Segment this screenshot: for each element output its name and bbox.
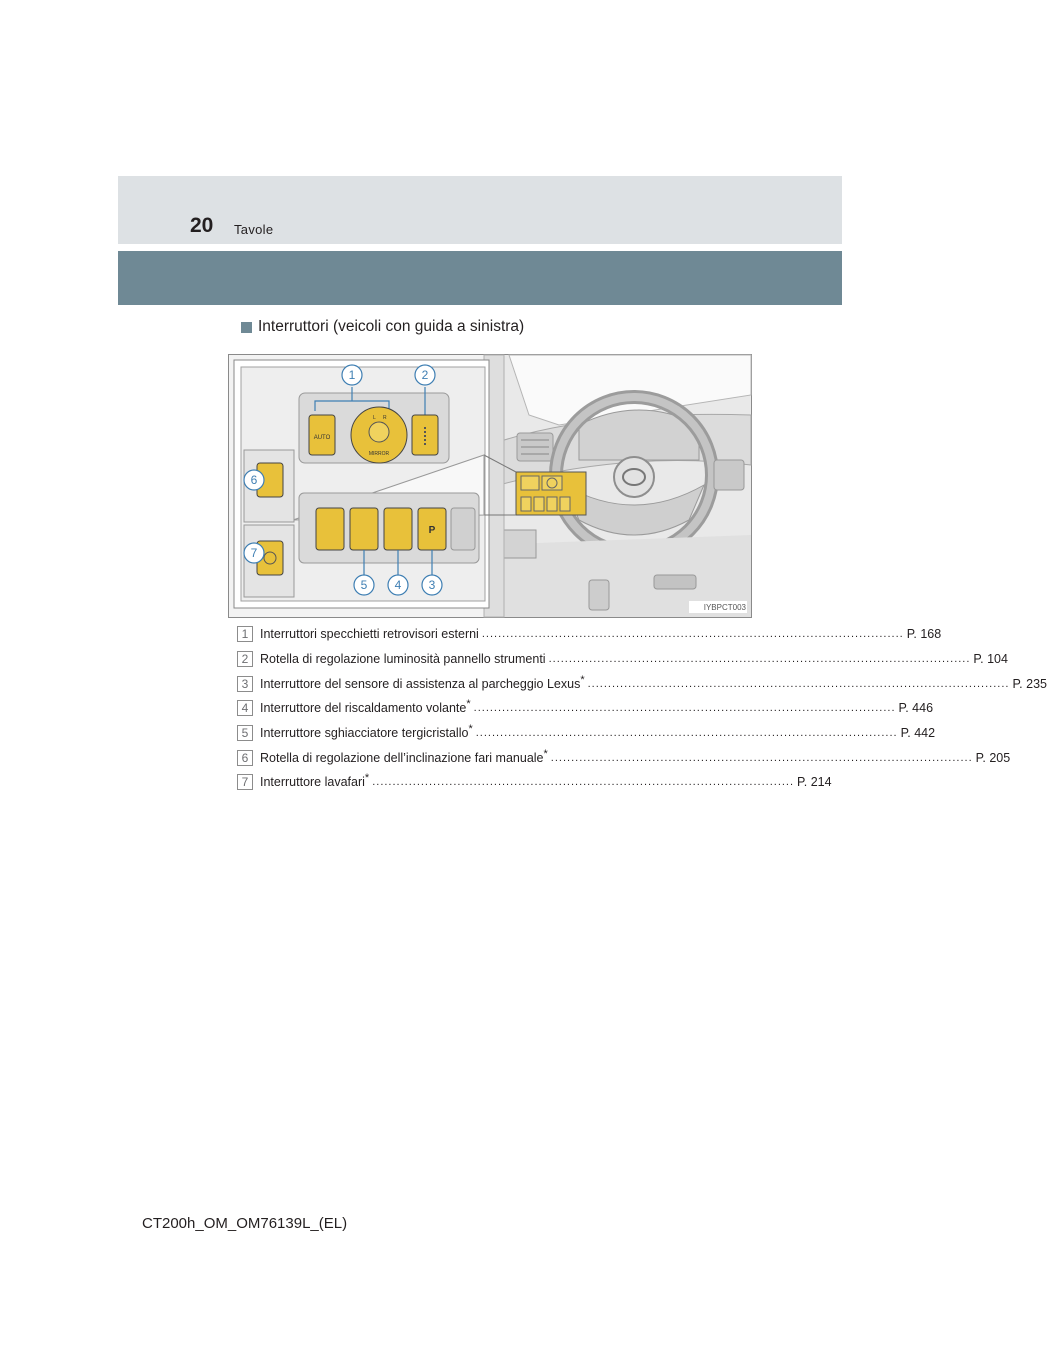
r-label: R <box>383 415 387 421</box>
leader-dots: ........................................................................................................ <box>473 702 896 715</box>
svg-text:6: 6 <box>250 473 258 487</box>
page-number: 20 <box>190 214 214 237</box>
svg-text:4: 4 <box>394 578 402 592</box>
list-item <box>237 671 1047 696</box>
page-reference[interactable]: P. 446 <box>898 701 934 716</box>
legend-number: 7 <box>237 774 253 790</box>
l-label: L <box>373 415 376 421</box>
legend-number: 1 <box>237 626 253 642</box>
svg-text:2: 2 <box>421 368 429 382</box>
footer-code: CT200h_OM_OM76139L_(EL) <box>142 1215 348 1232</box>
figure-code: IYBPCT003 <box>703 603 746 612</box>
auto-label: AUTO <box>313 435 331 441</box>
mirror-label: MIRROR <box>368 451 390 457</box>
legend-number: 3 <box>237 676 253 692</box>
square-bullet-icon <box>241 322 252 333</box>
callout-5 <box>354 575 374 595</box>
list-item <box>237 770 832 795</box>
svg-text:7: 7 <box>250 546 258 560</box>
svg-text:5: 5 <box>360 578 368 592</box>
subheading <box>241 318 524 336</box>
legend-text: Interruttore lavafari* <box>260 772 370 790</box>
page-reference[interactable]: P. 442 <box>900 726 936 741</box>
leader-dots: ........................................................................................................ <box>481 628 904 641</box>
page-reference[interactable]: P. 235 <box>1012 676 1047 691</box>
callout-2 <box>415 365 435 385</box>
illustration-svg <box>229 355 751 617</box>
page-reference[interactable]: P. 205 <box>975 750 1011 765</box>
list-item <box>237 622 942 647</box>
legend-list <box>237 622 1047 795</box>
svg-text:3: 3 <box>428 578 436 592</box>
list-item <box>237 696 934 721</box>
callout-4 <box>388 575 408 595</box>
leader-dots: ........................................................................................................ <box>372 776 795 789</box>
leader-dots: ........................................................................................................ <box>587 677 1010 690</box>
list-item <box>237 745 1011 770</box>
legend-number: 4 <box>237 700 253 716</box>
callout-7 <box>244 543 264 563</box>
callout-1 <box>342 365 362 385</box>
park-label: P <box>428 525 436 536</box>
callout-3 <box>422 575 442 595</box>
leader-dots: ........................................................................................................ <box>550 751 973 764</box>
leader-dots: ........................................................................................................ <box>475 727 898 740</box>
switches-illustration <box>228 354 752 618</box>
legend-number: 2 <box>237 651 253 667</box>
svg-text:1: 1 <box>348 368 356 382</box>
legend-text: Rotella di regolazione luminosità pannello strumenti <box>260 652 546 667</box>
list-item <box>237 721 936 746</box>
header-bar <box>118 251 842 305</box>
legend-text: Interruttore del sensore di assistenza al parcheggio Lexus* <box>260 673 585 691</box>
leader-dots: ........................................................................................................ <box>548 653 971 666</box>
subheading-text: Interruttori (veicoli con guida a sinistra) <box>258 318 525 335</box>
legend-text: Rotella di regolazione dell’inclinazione fari manuale* <box>260 747 548 765</box>
legend-text: Interruttore del riscaldamento volante* <box>260 698 471 716</box>
legend-number: 6 <box>237 750 253 766</box>
page-reference[interactable]: P. 168 <box>906 627 942 642</box>
header-band <box>118 176 842 244</box>
legend-text: Interruttori specchietti retrovisori esterni <box>260 627 479 642</box>
legend-text: Interruttore sghiacciatore tergicristallo* <box>260 722 473 741</box>
legend-number: 5 <box>237 725 253 741</box>
list-item <box>237 647 1008 672</box>
page-reference[interactable]: P. 214 <box>797 775 832 790</box>
page-reference[interactable]: P. 104 <box>973 652 1008 667</box>
callout-6 <box>244 470 264 490</box>
section-title: Tavole <box>234 222 274 237</box>
